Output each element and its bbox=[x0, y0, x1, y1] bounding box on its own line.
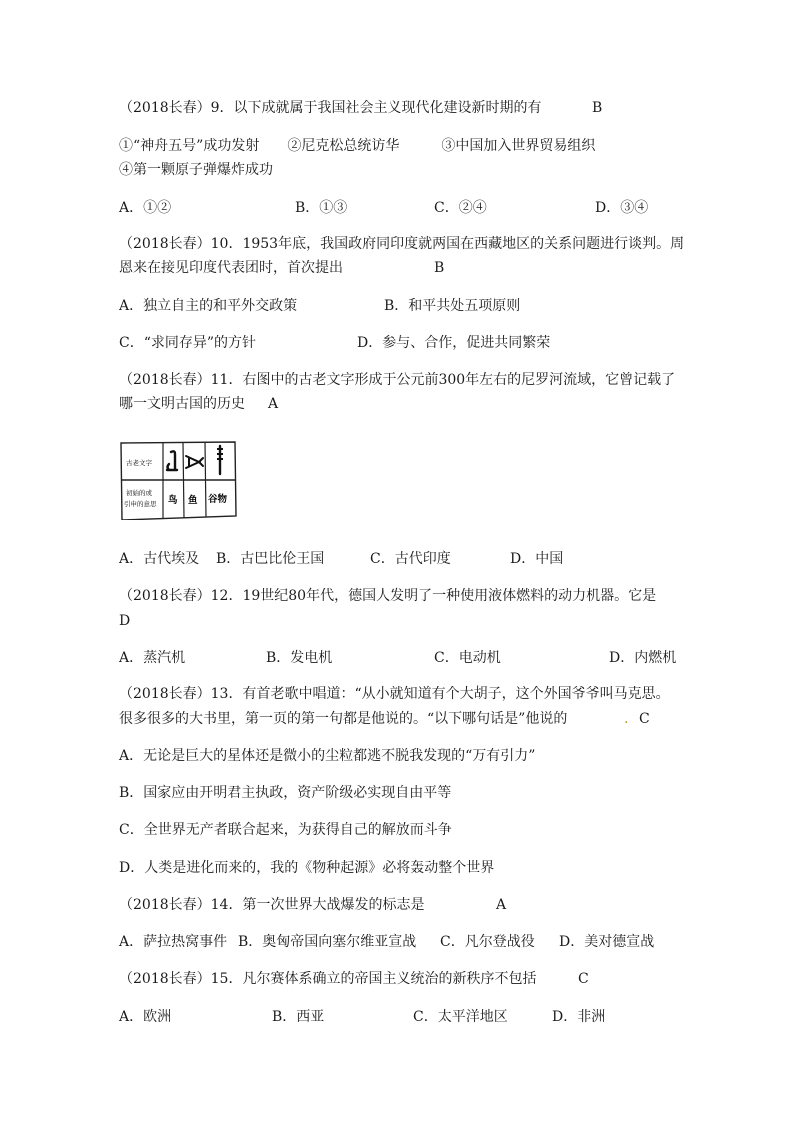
q11-answer: A bbox=[268, 396, 279, 412]
q15-stem: （2018长春）15．凡尔赛体系确立的帝国主义统治的新秩序不包括 bbox=[119, 971, 537, 987]
q15-answer: C bbox=[578, 971, 589, 987]
q13-option-a: A．无论是巨大的星体还是微小的尘粒都逃不脱我发现的“万有引力” bbox=[119, 748, 536, 764]
q9-option-b: B．①③ bbox=[295, 200, 348, 216]
q13-answer: C bbox=[639, 711, 650, 727]
ancient-script-figure bbox=[119, 440, 237, 520]
q13-stem-line1: （2018长春）13．有首老歌中唱道：“从小就知道有个大胡子，这个外国爷爷叫马克思。 bbox=[119, 686, 670, 702]
figure-meaning-bird: 鸟 bbox=[168, 495, 178, 506]
q10-answer: B bbox=[434, 260, 445, 276]
figure-label-bottom-2: 引申的意思 bbox=[124, 500, 157, 508]
q14-option-d: D．美对德宣战 bbox=[559, 934, 655, 950]
figure-label-bottom-1: 初始的或 bbox=[126, 489, 152, 497]
q9-choices-line1: ①“神舟五号”成功发射 ②尼克松总统访华 ③中国加入世界贸易组织 bbox=[119, 138, 596, 154]
q9-choices-line2: ④第一颗原子弹爆炸成功 bbox=[119, 162, 273, 178]
q12-option-c: C．电动机 bbox=[434, 650, 501, 666]
q14-option-a: A．萨拉热窝事件 bbox=[119, 934, 228, 950]
q11-stem-line2: 哪一文明古国的历史 bbox=[119, 396, 245, 412]
q11-stem-line1: （2018长春）11．右图中的古老文字形成于公元前300年左右的尼罗河流域，它曾记载了 bbox=[119, 372, 676, 388]
q12-option-b: B．发电机 bbox=[266, 650, 333, 666]
q11-option-b: B．古巴比伦王国 bbox=[216, 551, 325, 567]
figure-label-top: 古老文字 bbox=[126, 459, 152, 467]
q12-option-d: D．内燃机 bbox=[609, 650, 677, 666]
q14-answer: A bbox=[496, 897, 507, 913]
q14-option-b: B．奥匈帝国向塞尔维亚宣战 bbox=[238, 934, 417, 950]
q9-option-c: C．②④ bbox=[434, 200, 487, 216]
q9-answer: B bbox=[592, 100, 603, 116]
q11-option-a: A．古代埃及 bbox=[119, 551, 200, 567]
q13-option-c: C．全世界无产者联合起来，为获得自己的解放而斗争 bbox=[119, 822, 452, 838]
q12-option-a: A．蒸汽机 bbox=[119, 650, 186, 666]
q14-option-c: C．凡尔登战役 bbox=[440, 934, 535, 950]
q10-option-a: A．独立自主的和平外交政策 bbox=[119, 298, 298, 314]
q15-option-a: A．欧洲 bbox=[119, 1009, 172, 1025]
q15-option-d: D．非洲 bbox=[552, 1009, 606, 1025]
q14-stem: （2018长春）14．第一次世界大战爆发的标志是 bbox=[119, 897, 425, 913]
figure-meaning-grain: 谷物 bbox=[208, 494, 228, 505]
q15-option-c: C．太平洋地区 bbox=[413, 1009, 508, 1025]
q10-stem-line2: 恩来在接见印度代表团时，首次提出 bbox=[119, 260, 343, 276]
q10-stem-line1: （2018长春）10．1953年底，我国政府同印度就两国在西藏地区的关系问题进行谈判。周 bbox=[119, 236, 685, 252]
q12-answer: D bbox=[119, 613, 131, 629]
q13-mark-dot: . bbox=[624, 711, 629, 727]
q10-option-b: B．和平共处五项原则 bbox=[384, 298, 521, 314]
q9-stem: （2018长春）9．以下成就属于我国社会主义现代化建设新时期的有 bbox=[119, 100, 542, 116]
q12-stem: （2018长春）12．19世纪80年代，德国人发明了一种使用液体燃料的动力机器。它是 bbox=[119, 588, 657, 604]
q15-option-b: B．西亚 bbox=[272, 1009, 325, 1025]
q9-option-a: A．①② bbox=[119, 200, 172, 216]
q10-option-c: C．“求同存异”的方针 bbox=[119, 335, 257, 351]
q9-option-d: D．③④ bbox=[595, 200, 649, 216]
q13-stem-line2: 很多很多的大书里，第一页的第一句都是他说的。“以下哪句话是”他说的 bbox=[119, 711, 568, 727]
q13-option-d: D．人类是进化而来的，我的《物种起源》必将轰动整个世界 bbox=[119, 860, 495, 876]
q11-option-c: C．古代印度 bbox=[370, 551, 451, 567]
q11-option-d: D．中国 bbox=[510, 551, 564, 567]
q13-option-b: B．国家应由开明君主执政，资产阶级必实现自由平等 bbox=[119, 785, 452, 801]
q10-option-d: D．参与、合作，促进共同繁荣 bbox=[357, 335, 551, 351]
figure-meaning-fish: 鱼 bbox=[188, 495, 198, 506]
